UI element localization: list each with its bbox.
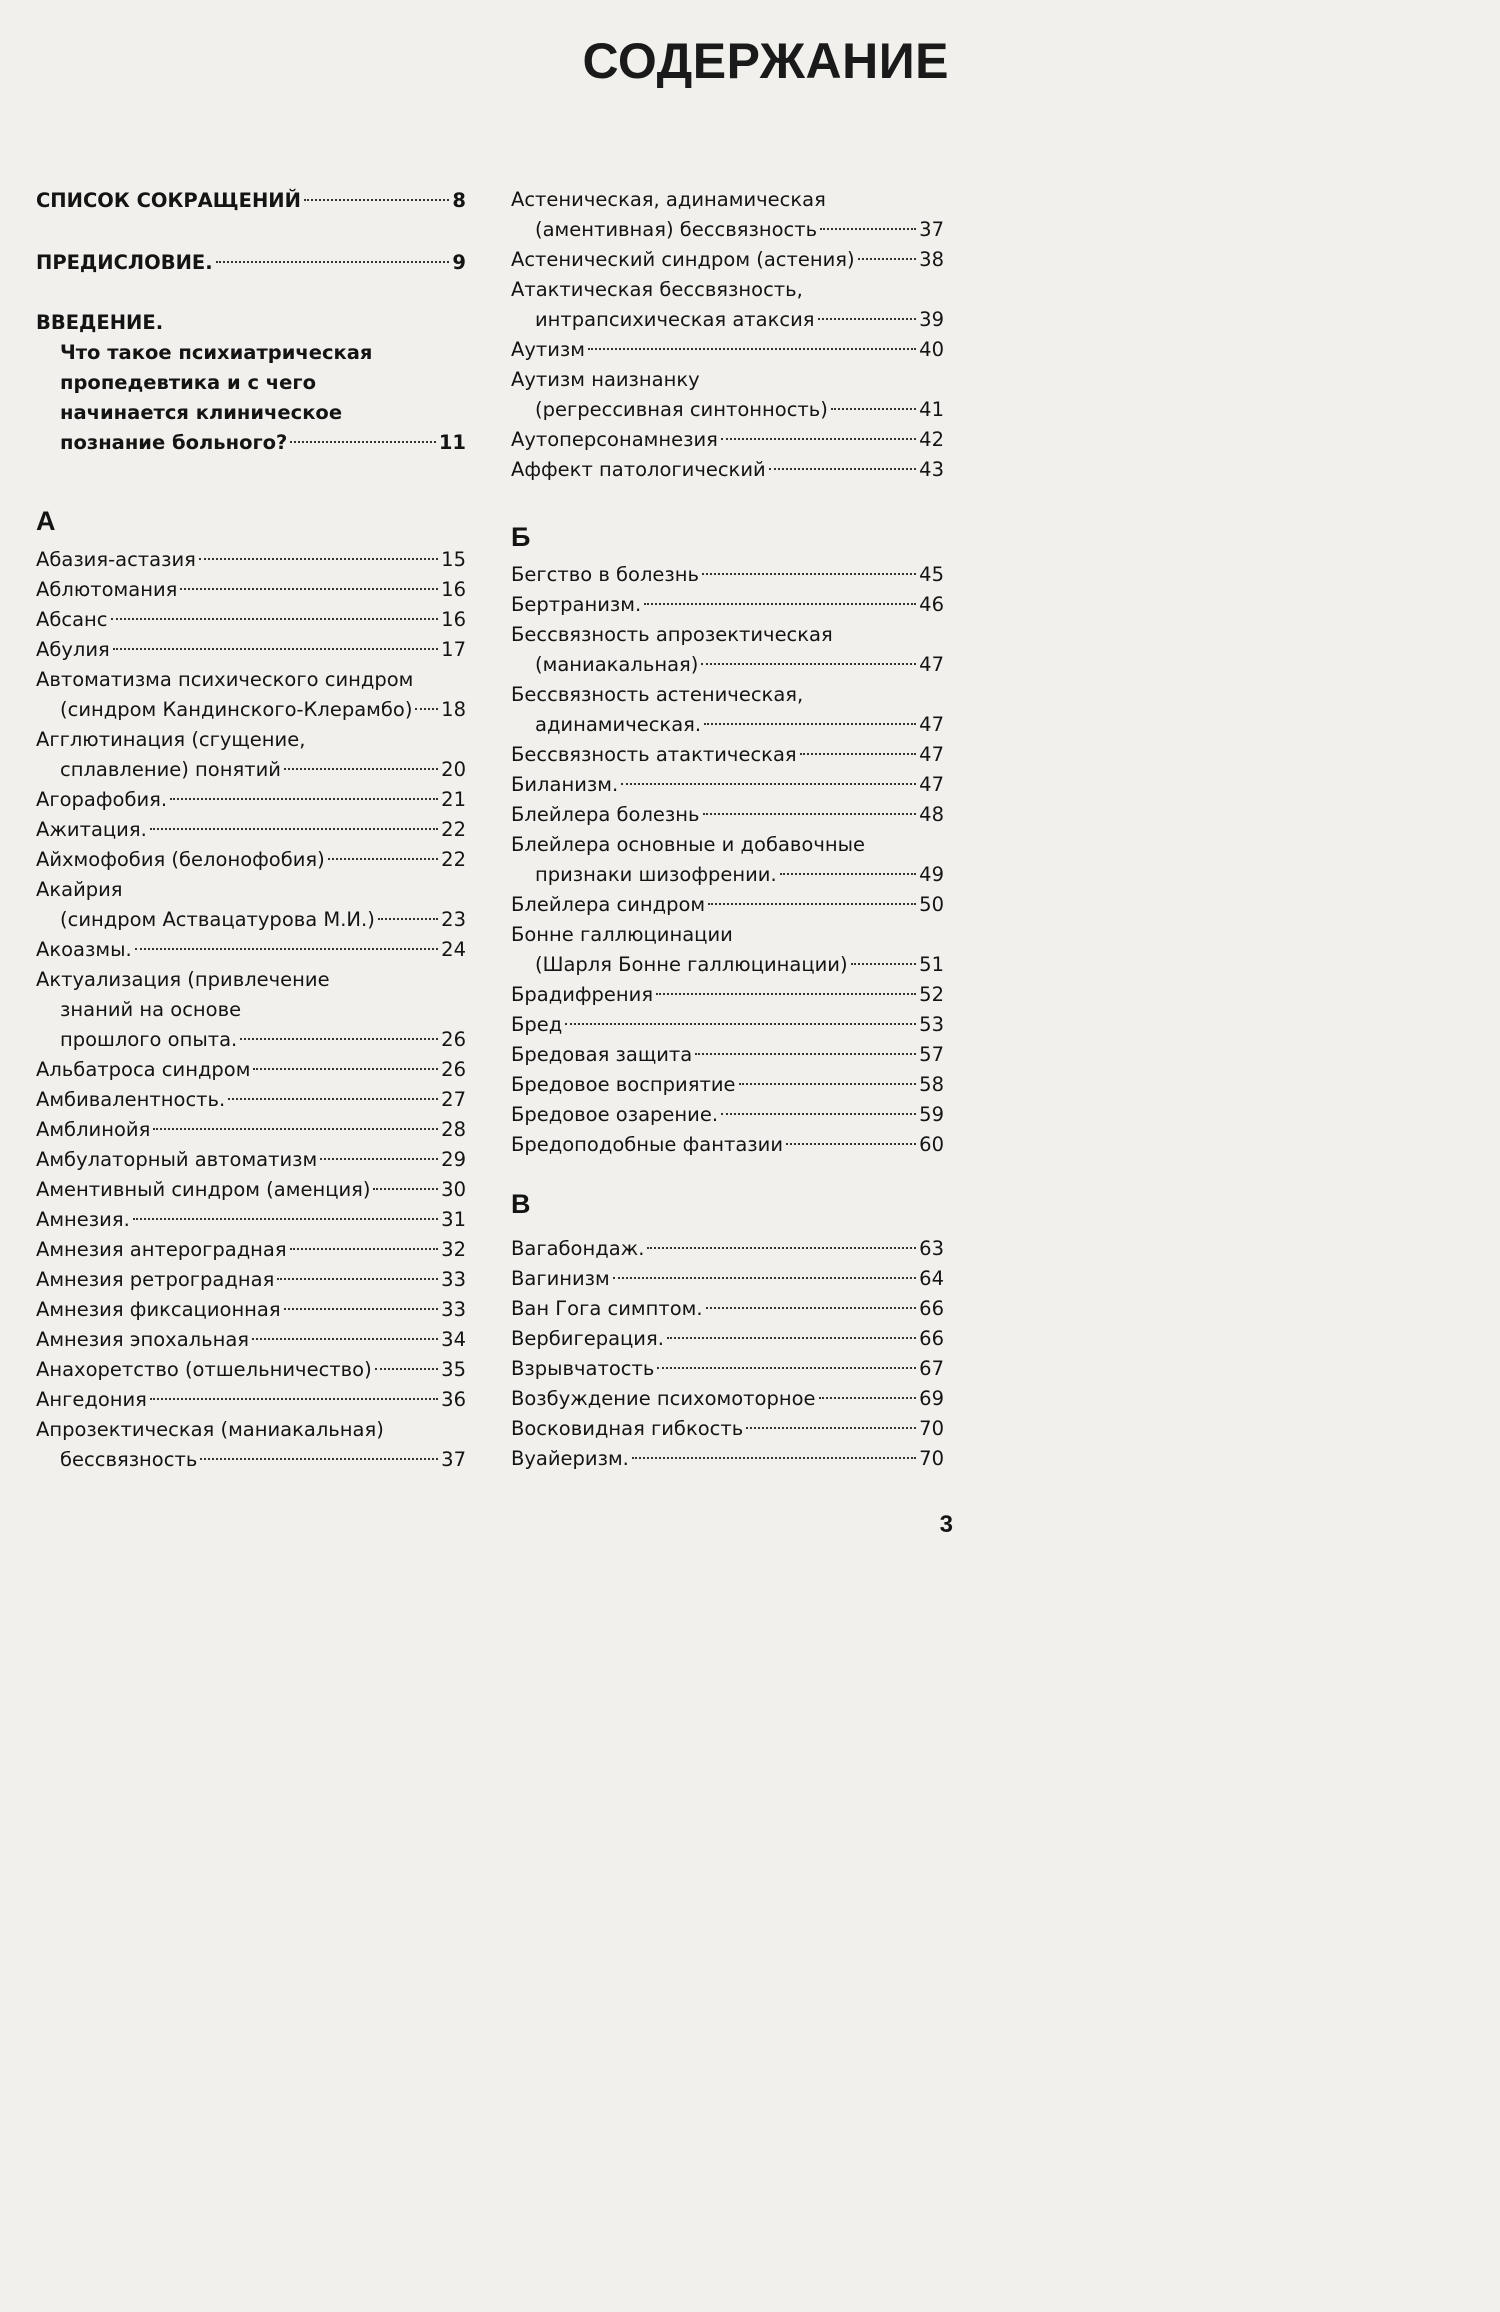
toc-page-number: 50 [919,893,944,916]
dot-leader [284,768,438,770]
toc-entry-title: Астенический синдром (астения) [511,248,855,271]
toc-entry-title: Амнезия эпохальная [36,1328,250,1351]
dot-leader [818,318,917,320]
toc-entry[interactable] [36,186,466,216]
toc-entry[interactable] [511,1234,944,1264]
dot-leader [328,858,438,860]
toc-entry-title: Ажитация. [36,818,147,841]
toc-entry-title: Блейлера болезнь [511,803,700,826]
toc-page-number: 21 [441,788,466,811]
dot-leader [704,723,916,725]
dot-leader [667,1337,916,1339]
toc-entry[interactable] [511,425,944,455]
toc-page-number: 47 [919,713,944,736]
toc-entry[interactable] [36,1325,466,1355]
toc-entry-title: знаний на основе [60,998,242,1021]
dot-leader [588,348,916,350]
toc-entry-title: Апрозектическая (маниакальная) [36,1418,384,1441]
dot-leader [228,1098,438,1100]
dot-leader [378,918,438,920]
toc-page-number: 22 [441,818,466,841]
toc-entry-title: Аутизм наизнанку [511,368,700,391]
dot-leader [111,618,439,620]
toc-entry[interactable] [511,275,944,335]
dot-leader [253,1068,438,1070]
toc-page-number: 39 [919,308,944,331]
toc-entry[interactable] [511,1070,944,1100]
dot-leader [284,1308,439,1310]
toc-entry[interactable] [36,725,466,785]
toc-entry-title: Амнезия. [36,1208,130,1231]
dot-leader [240,1038,438,1040]
toc-page-number: 47 [919,743,944,766]
toc-page-number: 23 [441,908,466,931]
toc-entry[interactable] [511,245,944,275]
toc-entry[interactable] [36,665,466,725]
toc-entry[interactable] [36,1265,466,1295]
dot-leader [656,993,916,995]
toc-page-number: 48 [919,803,944,826]
toc-entry[interactable] [36,785,466,815]
dot-leader [135,948,439,950]
toc-entry[interactable] [36,815,466,845]
toc-entry-title: (регрессивная синтонность) [535,398,828,421]
toc-page-number: 26 [441,1028,466,1051]
toc-page-number: 32 [441,1238,466,1261]
dot-leader [565,1023,916,1025]
toc-entry-title: ПРЕДИСЛОВИЕ. [36,251,213,274]
toc-entry[interactable] [511,800,944,830]
dot-leader [786,1143,916,1145]
toc-entry[interactable] [511,620,944,680]
toc-entry-title: Аутоперсонамнезия [511,428,718,451]
toc-page-number: 28 [441,1118,466,1141]
dot-leader [701,663,916,665]
toc-entry[interactable] [511,980,944,1010]
dot-leader [133,1218,438,1220]
toc-entry[interactable] [511,1264,944,1294]
toc-page-number: 26 [441,1058,466,1081]
toc-entry[interactable] [511,680,944,740]
toc-entry-title: Акайрия [36,878,123,901]
toc-entry-title: Бредоподобные фантазии [511,1133,784,1156]
toc-entry-title: Бредовое восприятие [511,1073,736,1096]
dot-leader [290,441,435,443]
toc-page-number: 42 [919,428,944,451]
toc-entry-title: Блейлера синдром [511,893,706,916]
toc-page-number: 36 [441,1388,466,1411]
toc-page-number: 52 [919,983,944,1006]
toc-entry[interactable] [36,338,466,458]
dot-leader [706,1307,917,1309]
toc-entry-title: Анахоретство (отшельничество) [36,1358,372,1381]
dot-leader [632,1457,916,1459]
page-number: 3 [939,1511,953,1538]
toc-entry[interactable] [511,740,944,770]
toc-page-number: 29 [441,1148,466,1171]
toc-entry-title: Амнезия антероградная [36,1238,287,1261]
toc-page-number: 33 [441,1268,466,1291]
toc-entry-title: (Шарля Бонне галлюцинации) [535,953,848,976]
toc-page-number: 49 [919,863,944,886]
section-letter-a: А [36,506,56,536]
toc-page-number: 18 [441,698,466,721]
dot-leader [858,258,917,260]
toc-page-number: 37 [919,218,944,241]
dot-leader [721,438,916,440]
dot-leader [703,813,917,815]
toc-entry-title: пропедевтика и с чего [60,371,316,394]
dot-leader [252,1338,438,1340]
section-letter-v: В [511,1189,531,1219]
toc-entry-title: адинамическая. [535,713,702,736]
dot-leader [277,1278,438,1280]
toc-page-number: 35 [441,1358,466,1381]
toc-page-number: 15 [441,548,466,571]
toc-entry-title: Бертранизм. [511,593,642,616]
dot-leader [113,648,438,650]
toc-entry-title: Автоматизма психического синдром [36,668,414,691]
dot-leader [621,783,916,785]
toc-entry-title: Бессвязность астеническая, [511,683,804,706]
toc-page-number: 22 [441,848,466,871]
toc-entry[interactable] [36,635,466,665]
toc-page-number: 8 [452,189,466,212]
toc-page-number: 47 [919,653,944,676]
toc-entry[interactable] [511,1010,944,1040]
dot-leader [739,1083,917,1085]
toc-entry-title: Блейлера основные и добавочные [511,833,866,856]
toc-entry[interactable] [36,1175,466,1205]
toc-page-number: 66 [919,1327,944,1350]
toc-entry-title: Амбулаторный автоматизм [36,1148,318,1171]
toc-entry-title: (аментивная) бессвязность [535,218,818,241]
dot-leader [746,1427,916,1429]
toc-entry[interactable] [511,920,944,980]
dot-leader [695,1053,916,1055]
toc-page-number: 9 [452,251,466,274]
toc-page-number: 63 [919,1237,944,1260]
toc-entry[interactable] [36,935,466,965]
toc-entry-title: Амблинойя [36,1118,151,1141]
toc-page-number: 67 [919,1357,944,1380]
toc-entry[interactable] [511,1130,944,1160]
toc-entry-title: Альбатроса синдром [36,1058,251,1081]
toc-page-number: 33 [441,1298,466,1321]
toc-page-number: 45 [919,563,944,586]
toc-entry-title: Аментивный синдром (аменция) [36,1178,371,1201]
toc-entry[interactable] [36,1385,466,1415]
toc-page-number: 51 [919,953,944,976]
dot-leader [150,828,438,830]
toc-page-number: 17 [441,638,466,661]
toc-entry[interactable] [511,1444,944,1474]
toc-entry[interactable] [511,1040,944,1070]
toc-entry-title: Аблютомания [36,578,178,601]
toc-entry[interactable] [511,185,944,245]
toc-entry-title: Бегство в болезнь [511,563,700,586]
toc-page-number: 31 [441,1208,466,1231]
toc-page-number: 47 [919,773,944,796]
toc-entry[interactable] [36,575,466,605]
toc-entry-title: Атактическая бессвязность, [511,278,803,301]
toc-entry-title: Брадифрения [511,983,654,1006]
toc-entry[interactable] [36,845,466,875]
dot-leader [180,588,438,590]
dot-leader [199,558,438,560]
toc-entry[interactable] [511,830,944,890]
dot-leader [769,468,916,470]
toc-page-number: 34 [441,1328,466,1351]
toc-entry[interactable] [36,1085,466,1115]
dot-leader [415,708,438,710]
dot-leader [373,1188,438,1190]
toc-entry-title: Агорафобия. [36,788,168,811]
toc-entry-title: Ван Гога симптом. [511,1297,703,1320]
dot-leader [170,798,438,800]
toc-page-number: 20 [441,758,466,781]
toc-entry[interactable] [511,1100,944,1130]
dot-leader [657,1367,916,1369]
toc-entry-title: Биланизм. [511,773,619,796]
toc-page-number: 70 [919,1447,944,1470]
section-letter-b: Б [511,522,531,552]
introduction-heading: ВВЕДЕНИЕ. [36,311,164,334]
page-title: СОДЕРЖАНИЕ [582,33,949,89]
toc-entry-title: сплавление) понятий [60,758,281,781]
toc-entry-title: Бессвязность атактическая [511,743,797,766]
toc-entry-title: Астеническая, адинамическая [511,188,826,211]
toc-entry-title: Бонне галлюцинации [511,923,733,946]
toc-entry-title: (маниакальная) [535,653,699,676]
toc-entry-title: Ангедония [36,1388,147,1411]
toc-entry[interactable] [36,248,466,278]
toc-entry[interactable] [511,1414,944,1444]
dot-leader [290,1248,439,1250]
toc-entry[interactable] [36,1115,466,1145]
toc-entry[interactable] [511,1324,944,1354]
toc-entry-title: Взрывчатость [511,1357,655,1380]
toc-page-number: 16 [441,608,466,631]
toc-page-number: 66 [919,1297,944,1320]
toc-page-number: 60 [919,1133,944,1156]
toc-page-number: 37 [441,1448,466,1471]
toc-page-number: 16 [441,578,466,601]
dot-leader [644,603,916,605]
toc-entry-title: Вагабондаж. [511,1237,645,1260]
toc-entry-title: интрапсихическая атаксия [535,308,815,331]
toc-page-number: 59 [919,1103,944,1126]
toc-entry[interactable] [36,1205,466,1235]
toc-entry-title: Агглютинация (сгущение, [36,728,306,751]
toc-page-number: 38 [919,248,944,271]
toc-page-number: 43 [919,458,944,481]
dot-leader [647,1247,916,1249]
dot-leader [320,1158,438,1160]
toc-page-number: 64 [919,1267,944,1290]
toc-entry[interactable] [511,890,944,920]
toc-entry[interactable] [36,965,466,1055]
toc-entry[interactable] [36,1295,466,1325]
toc-entry[interactable] [36,1145,466,1175]
dot-leader [819,1397,917,1399]
dot-leader [150,1398,438,1400]
toc-entry-title: СПИСОК СОКРАЩЕНИЙ [36,189,301,212]
toc-entry-title: (синдром Кандинского-Клерамбо) [60,698,413,721]
toc-entry-title: Амнезия фиксационная [36,1298,281,1321]
toc-page-number: 41 [919,398,944,421]
toc-entry-title: Вагинизм [511,1267,610,1290]
toc-entry-title: Айхмофобия (белонофобия) [36,848,325,871]
dot-leader [200,1458,438,1460]
toc-entry-title: Бредовая защита [511,1043,693,1066]
toc-entry-title: Абазия-астазия [36,548,196,571]
toc-entry-title: Вербигерация. [511,1327,664,1350]
toc-entry[interactable] [36,1355,466,1385]
toc-entry[interactable] [511,365,944,425]
toc-entry-title: Бредовое озарение. [511,1103,719,1126]
dot-leader [708,903,916,905]
toc-entry-title: Возбуждение психомоторное [511,1387,816,1410]
toc-entry-title: Вуайеризм. [511,1447,629,1470]
dot-leader [375,1368,438,1370]
toc-entry-title: признаки шизофрении. [535,863,777,886]
toc-entry[interactable] [36,605,466,635]
toc-entry[interactable] [36,1415,466,1475]
dot-leader [304,199,450,201]
toc-page-number: 69 [919,1387,944,1410]
toc-entry-title: Актуализация (привлечение [36,968,330,991]
toc-page-number: 46 [919,593,944,616]
toc-page-number: 11 [438,431,466,454]
toc-page-number: 24 [441,938,466,961]
toc-entry-title: Амбивалентность. [36,1088,226,1111]
toc-entry[interactable] [36,1235,466,1265]
toc-page-number: 40 [919,338,944,361]
toc-entry-title: Восковидная гибкость [511,1417,744,1440]
dot-leader [613,1277,916,1279]
toc-entry-title: Аффект патологический [511,458,766,481]
toc-entry[interactable] [511,1384,944,1414]
dot-leader [800,753,917,755]
toc-entry-title: Абсанс [36,608,108,631]
toc-entry[interactable] [511,1354,944,1384]
toc-entry[interactable] [511,590,944,620]
dot-leader [721,1113,916,1115]
toc-entry-title: Акоазмы. [36,938,132,961]
toc-entry-title: Амнезия ретроградная [36,1268,275,1291]
toc-page-number: 30 [441,1178,466,1201]
toc-entry[interactable] [511,335,944,365]
toc-entry-title: Абулия [36,638,110,661]
toc-entry[interactable] [36,1055,466,1085]
toc-entry-title: бессвязность [60,1448,198,1471]
toc-page-number: 58 [919,1073,944,1096]
dot-leader [820,228,916,230]
toc-page-number: 53 [919,1013,944,1036]
toc-entry[interactable] [511,455,944,485]
toc-entry[interactable] [36,545,466,575]
toc-entry-title: начинается клиническое [60,401,343,424]
toc-entry[interactable] [511,560,944,590]
toc-entry[interactable] [511,770,944,800]
dot-leader [216,261,450,263]
toc-entry-title: Бред [511,1013,563,1036]
toc-entry[interactable] [511,1294,944,1324]
toc-page-number: 57 [919,1043,944,1066]
toc-page-number: 70 [919,1417,944,1440]
toc-entry-title: Что такое психиатрическая [60,341,373,364]
toc-page-number: 27 [441,1088,466,1111]
toc-entry-title: прошлого опыта. [60,1028,238,1051]
dot-leader [851,963,917,965]
toc-entry[interactable] [36,875,466,935]
dot-leader [831,408,916,410]
dot-leader [153,1128,438,1130]
toc-entry-title: (синдром Аствацатурова М.И.) [60,908,375,931]
toc-entry-title: Аутизм [511,338,585,361]
toc-entry-title: познание больного? [60,431,288,454]
toc-entry-title: Бессвязность апрозектическая [511,623,833,646]
dot-leader [780,873,916,875]
dot-leader [702,573,916,575]
